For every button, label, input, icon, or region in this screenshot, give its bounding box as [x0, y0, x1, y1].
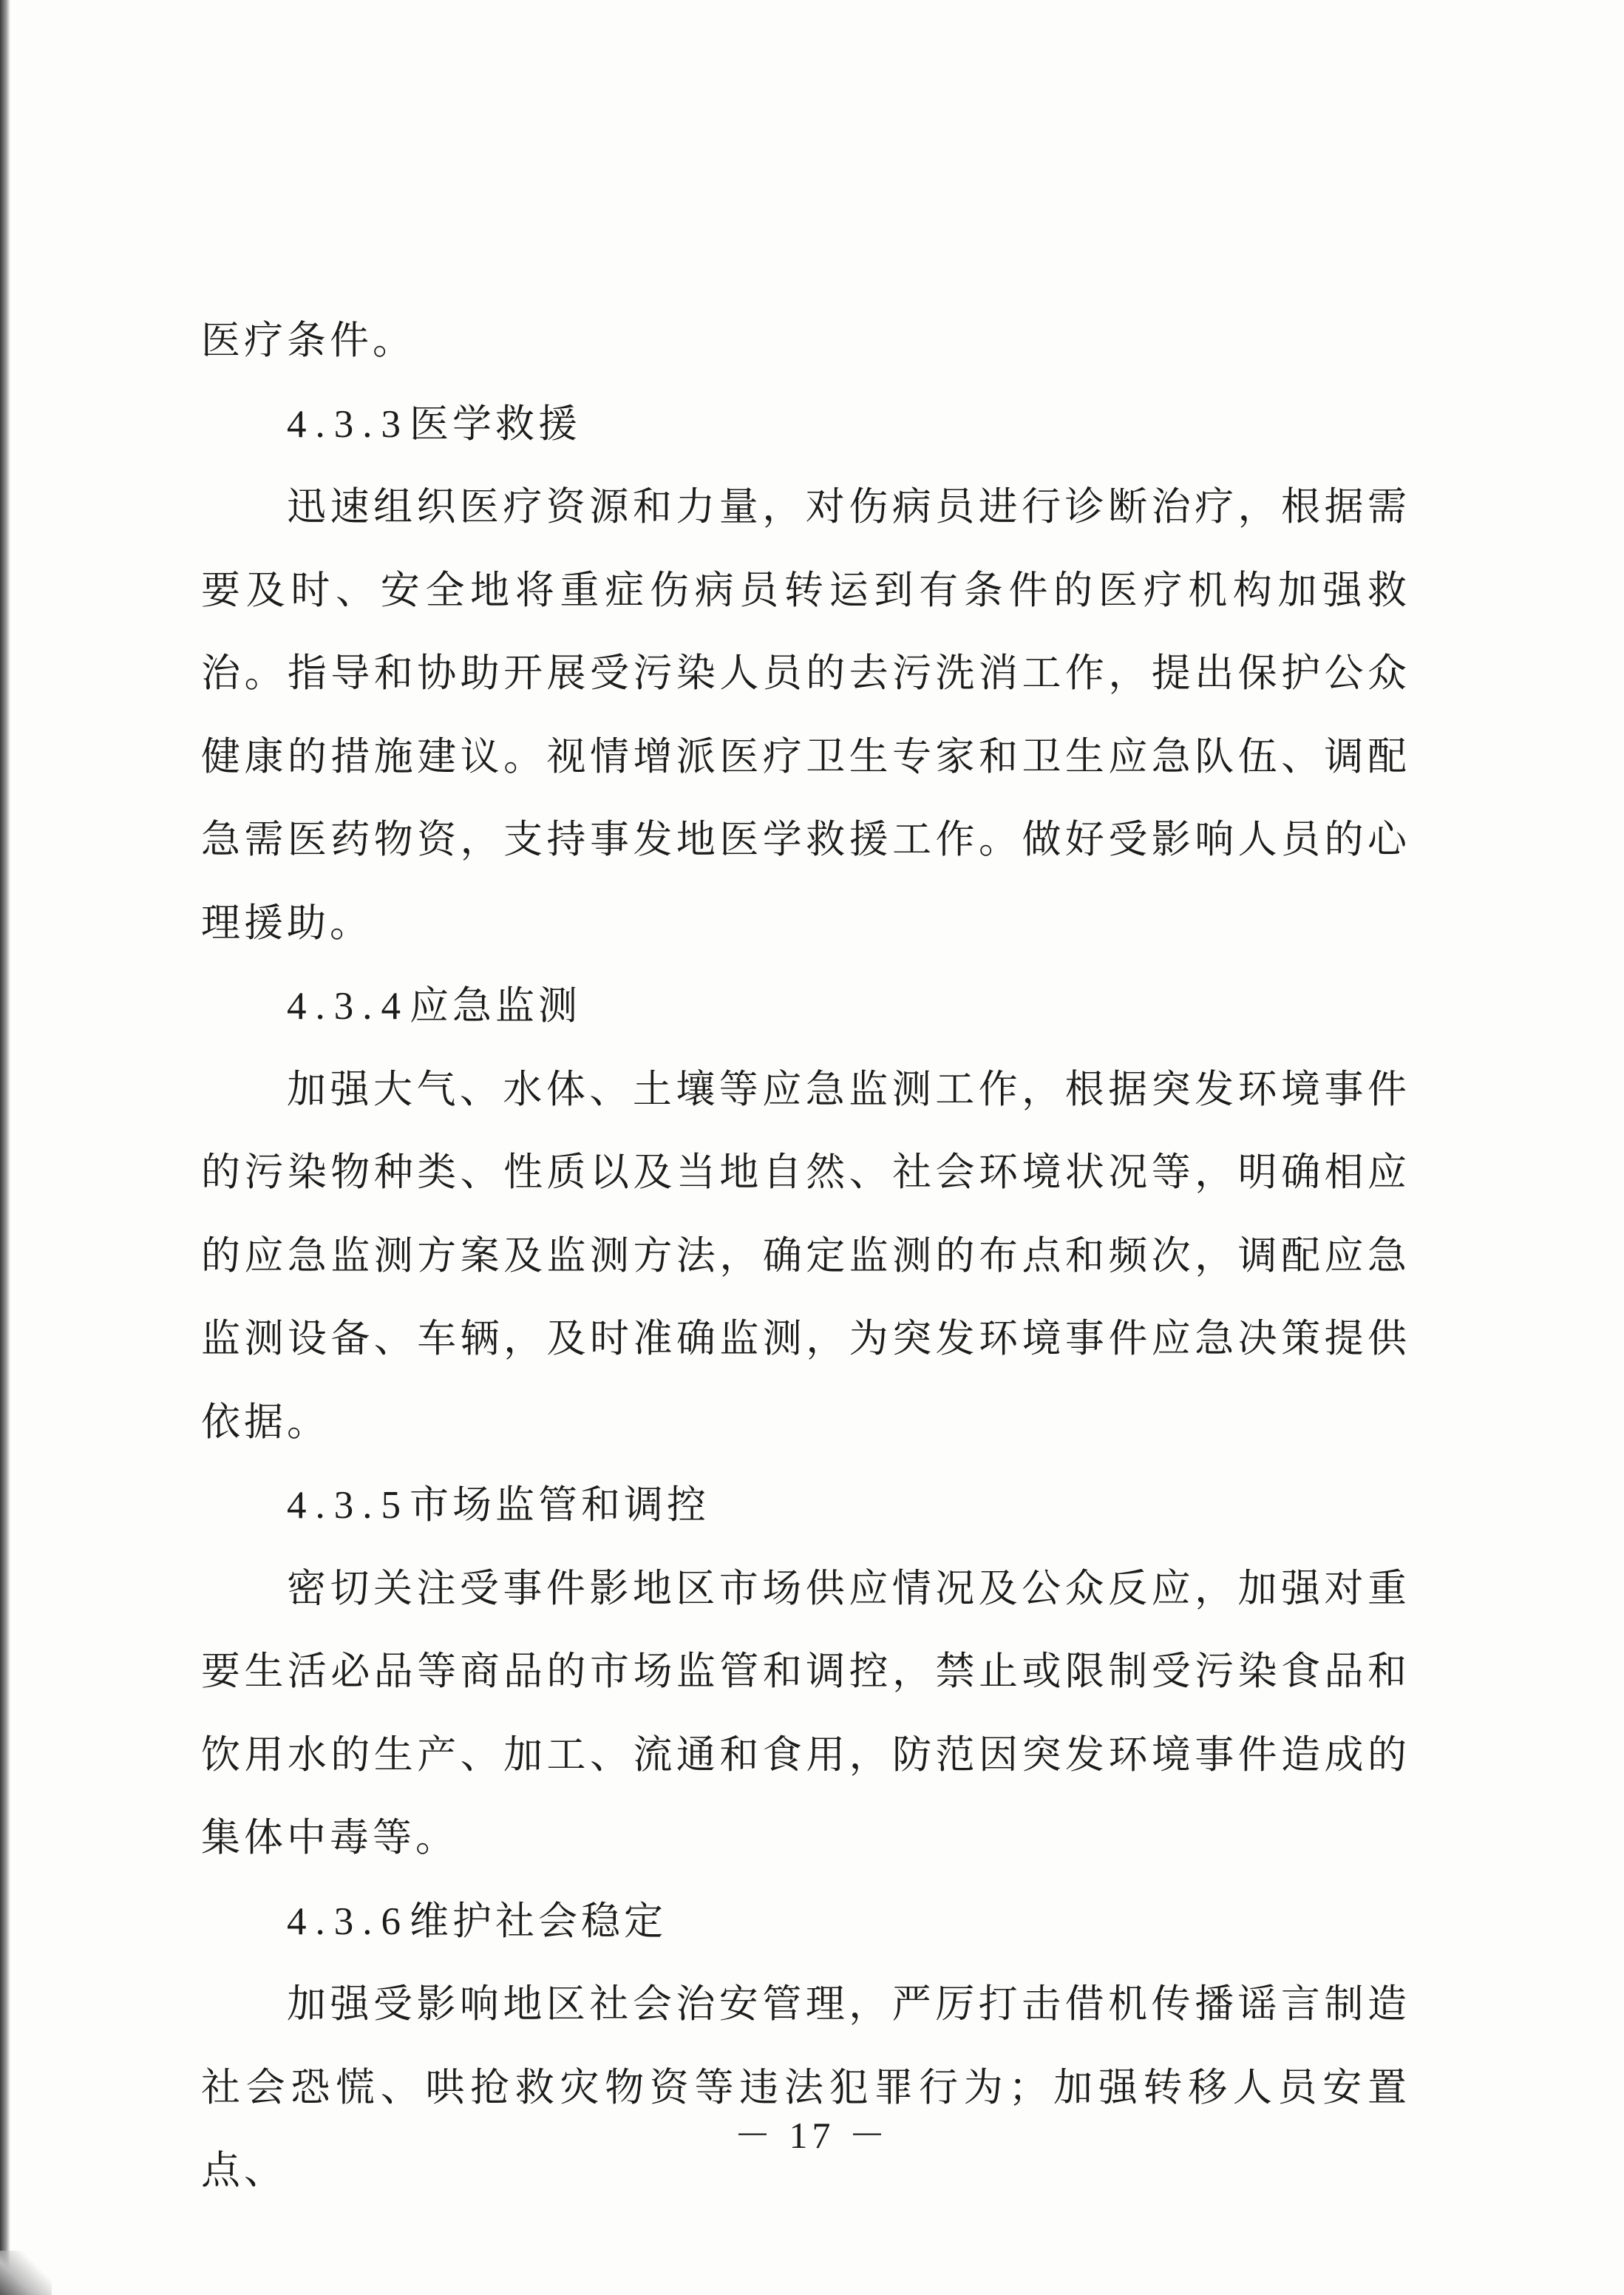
- section-heading-4-3-6: [201, 1880, 1410, 1964]
- section-number: 4.3.4: [287, 985, 410, 1028]
- section-number: 4.3.6: [287, 1899, 410, 1943]
- section-number: 4.3.5: [287, 1484, 410, 1527]
- section-heading-4-3-3: [201, 383, 1410, 467]
- section-heading-4-3-5: [201, 1464, 1410, 1547]
- section-number: 4.3.3: [287, 402, 410, 446]
- section-title: 市场监管和调控: [410, 1482, 710, 1528]
- scan-shadow-left: [0, 0, 10, 2295]
- section-title: 医学救援: [410, 401, 581, 447]
- paragraph-emergency-monitoring: 加强大气、水体、土壤等应急监测工作，根据突发环境事件的污染物种类、性质以及当地自然、社会环境状况等，明确相应的应急监测方案及监测方法，确定监测的布点和频次，调配应急监测设备、车辆，及时准确监测，为突发环境事件应急决策提供依据。: [201, 1066, 1410, 1445]
- continuation-text: 医疗条件。: [201, 318, 415, 363]
- section-title: 应急监测: [410, 983, 581, 1028]
- paragraph-market-regulation: 密切关注受事件影地区市场供应情况及公众反应，加强对重要生活必品等商品的市场监管和调控，禁止或限制受污染食品和饮用水的生产、加工、流通和食用，防范因突发环境事件造成的集体中毒等。: [201, 1565, 1410, 1860]
- scan-shadow-corner: [0, 2251, 52, 2295]
- section-title: 维护社会稳定: [410, 1898, 667, 1944]
- page-number: － 17 －: [734, 2115, 890, 2156]
- paragraph-social-stability: 加强受影响地区社会治安管理，严厉打击借机传播谣言制造社会恐慌、哄抢救灾物资等违法犯罪行为；加强转移人员安置点、: [201, 1982, 1410, 2193]
- paragraph-medical-rescue: 迅速组织医疗资源和力量，对伤病员进行诊断治疗，根据需要及时、安全地将重症伤病员转运到有条件的医疗机构加强救治。指导和协助开展受污染人员的去污洗消工作，提出保护公众健康的措施建议。视情增派医疗卫生专家和卫生应急队伍、调配急需医药物资，支持事发地医学救援工作。做好受影响人员的心理援助。: [201, 484, 1410, 946]
- document-body: [201, 299, 1410, 2213]
- section-heading-4-3-4: [201, 965, 1410, 1048]
